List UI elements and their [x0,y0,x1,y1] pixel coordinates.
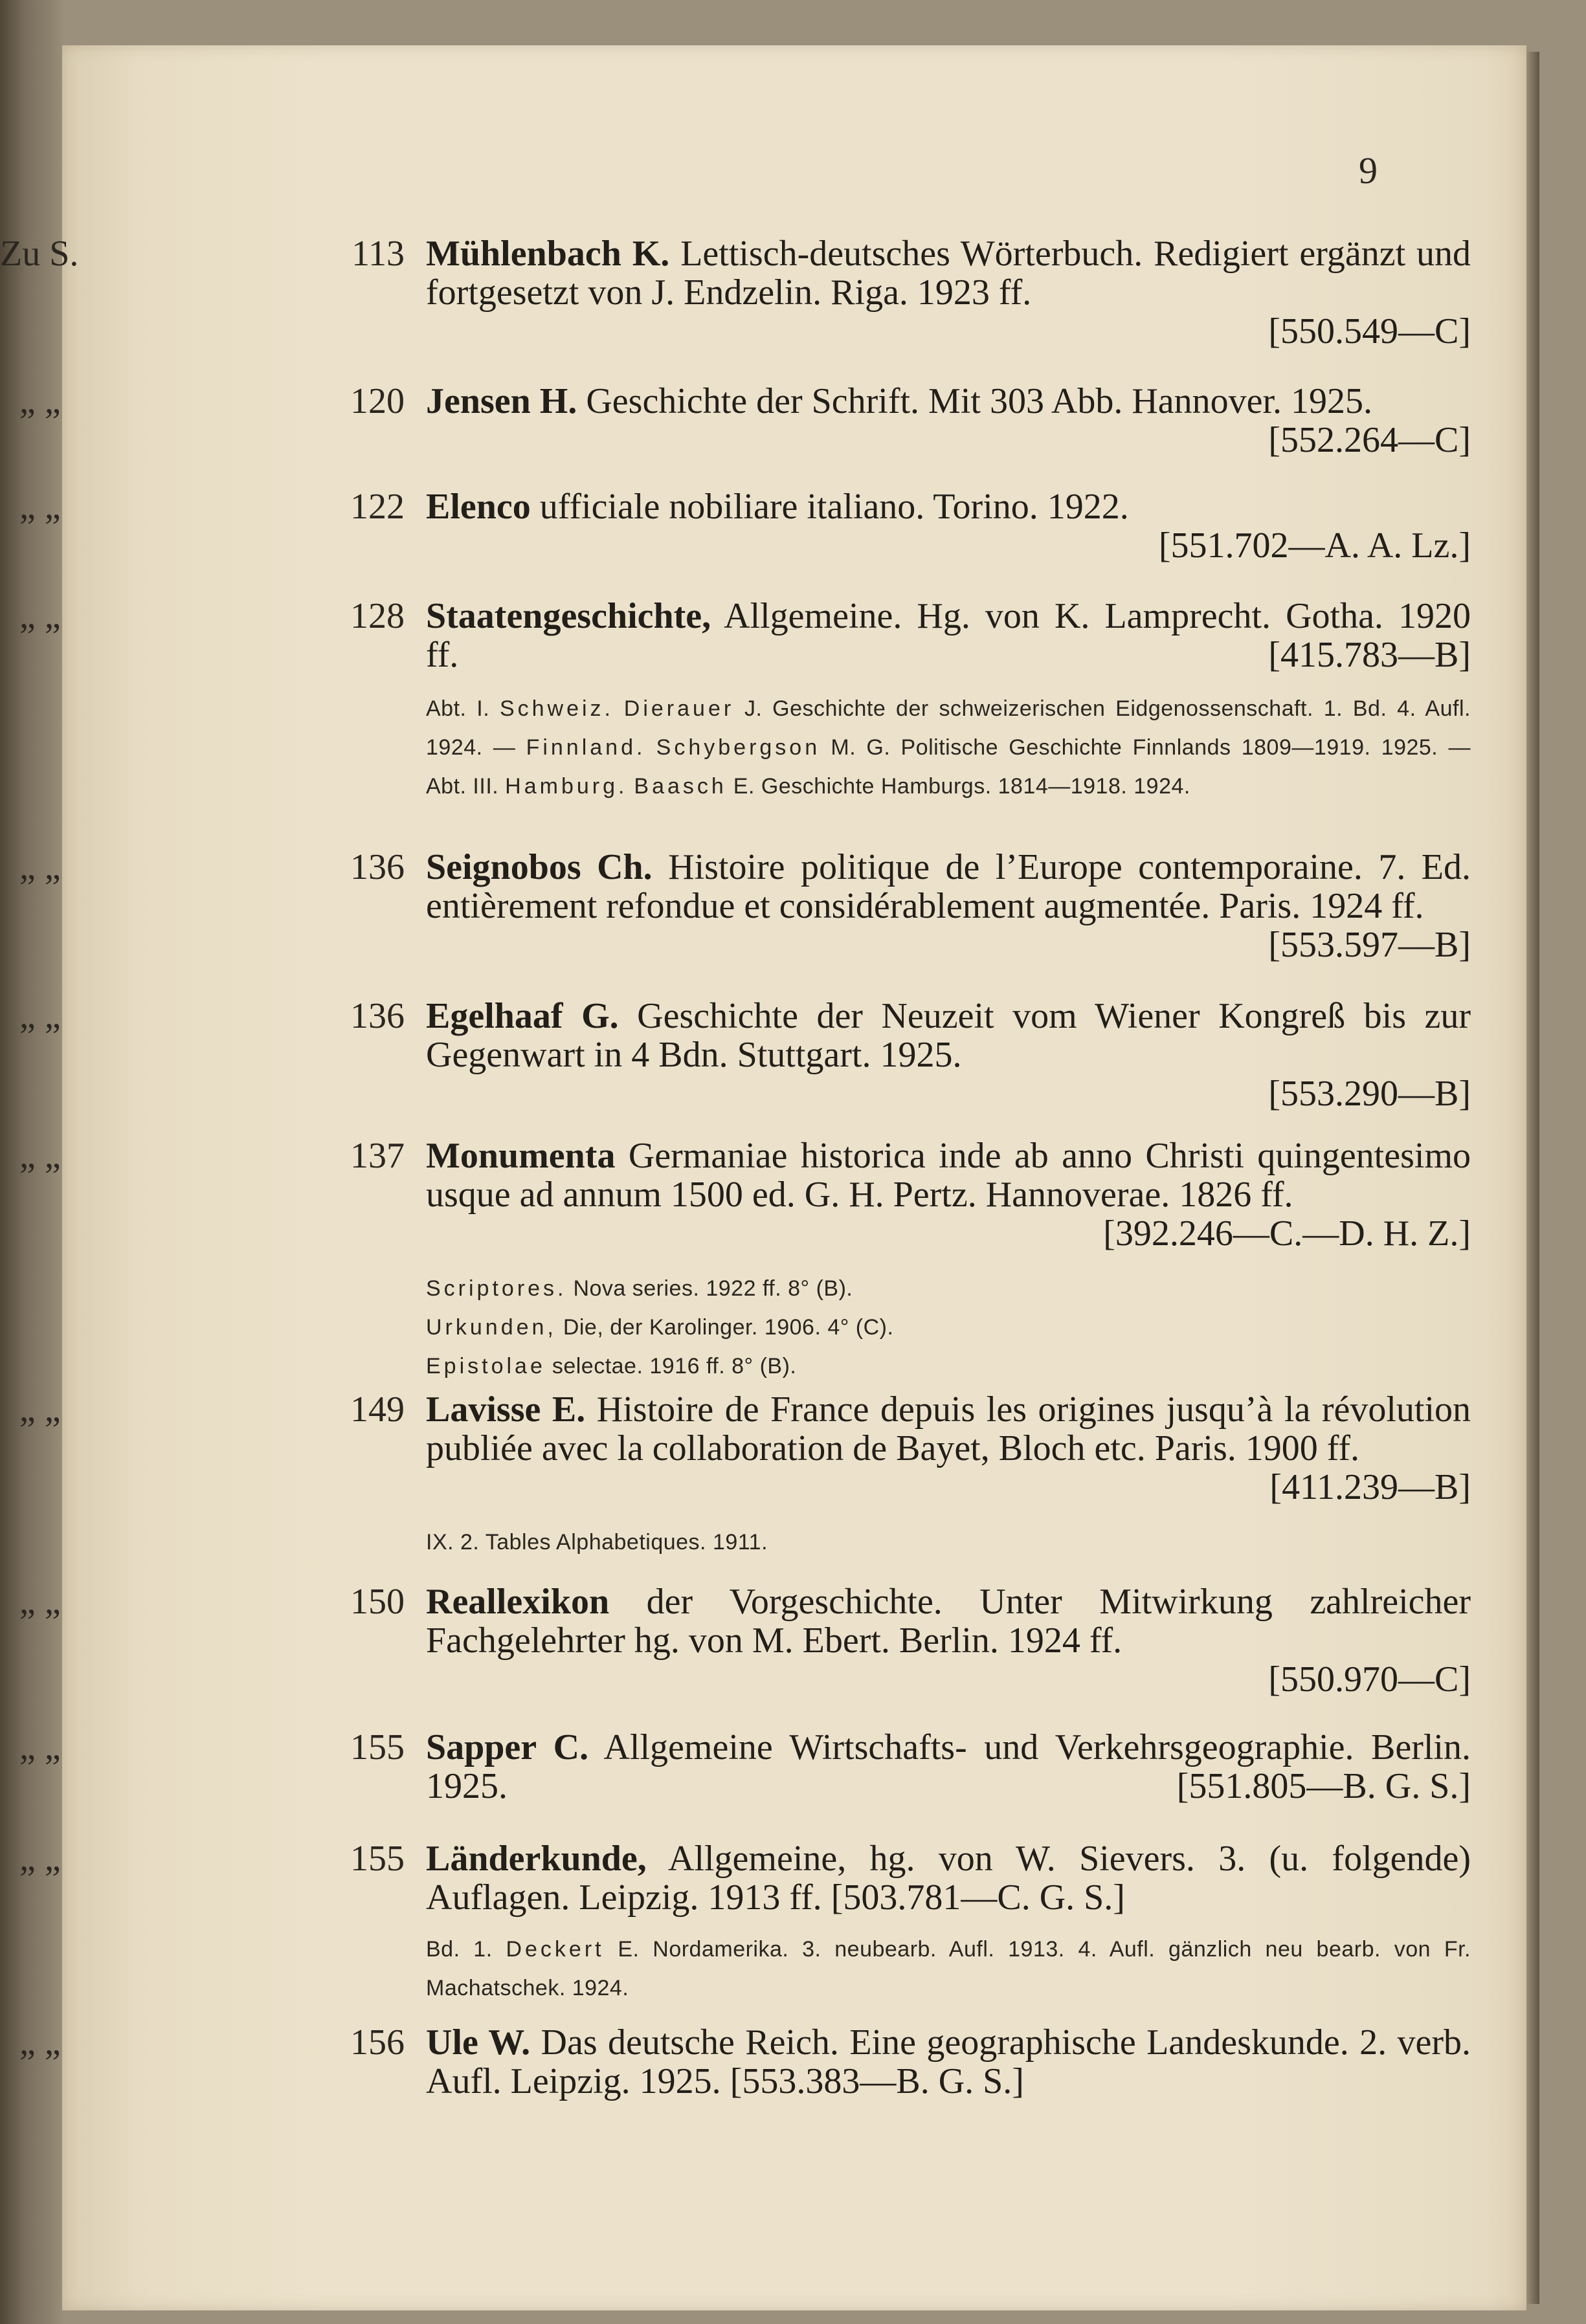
entry-author: Länderkunde, [426,1839,647,1879]
entry-text [426,2023,1471,2101]
entry-title: Allgemeine, hg. von W. Sievers. 3. (u. folgende) Auflagen. Leipzig. 1913 ff. [426,1839,1471,1918]
entry-page-ref: 136 [350,996,405,1036]
subnote-part: Abt. I. [426,696,490,721]
call-number: [551.805—B. G. S.] [1176,1766,1471,1806]
subnote-spaced: Dierauer [623,696,735,721]
entry-page-ref: 155 [350,1727,405,1767]
subnote-spaced: Hamburg. [505,774,628,799]
subnote-part: Bd. 1. [426,1937,493,1962]
entry-text [426,1582,1471,1699]
entry-ref-prefix: Zu S. [0,234,79,274]
subnote-part: E. Nordamerika. 3. neubearb. Aufl. 1913. 4. Aufl. gänzlich neu bearb. von Fr. Machatschek. 1924. [426,1937,1471,2000]
entry-title: der Vorgeschichte. Unter Mitwirkung zahlreicher Fachgelehrter hg. von M. Ebert. Berlin. 1924 ff. [426,1582,1471,1661]
entry-author: Monumenta [426,1136,616,1176]
entry-text [426,997,1471,1113]
entry-subnote [426,1523,1471,1562]
call-number: [552.264—C] [1268,420,1471,460]
entry-page-ref: 113 [352,234,405,274]
entry-author: Sapper C. [426,1727,589,1767]
page-edge [1526,52,1539,2304]
entry-text [426,1839,1471,1917]
entry-text [426,1728,1471,1806]
call-number: [553.597—B] [1268,925,1471,965]
entry-text [426,234,1471,351]
entry-subnote [426,1930,1471,2008]
subnote-line [426,1347,1471,1386]
entry-ref-prefix: „ „ [19,1839,61,1879]
entry-page-ref: 120 [350,381,405,421]
entry-page-ref: 156 [350,2022,405,2063]
entry-title: Das deutsche Reich. Eine geographische Landeskunde. 2. verb. Aufl. Leipzig. 1925. [426,2022,1471,2101]
subnote-part: J. Geschichte der schweizerischen Eidgenossenschaft. 1. Bd. 4. Aufl. 1924. — [426,696,1471,760]
entry-text [426,597,1471,674]
entry-page-ref: 137 [350,1136,405,1176]
call-number: [503.781—C. G. S.] [831,1877,1125,1918]
entry-author: Elenco [426,487,531,527]
entry-subnote [426,1269,1471,1386]
call-number: [551.702—A. A. Lz.] [1158,526,1471,566]
call-number: [415.783—B] [1268,635,1471,675]
subnote-line [426,1308,1471,1347]
call-number: [553.290—B] [1268,1074,1471,1114]
subnote-spaced: Deckert [506,1937,605,1962]
entry-author: Jensen H. [426,381,577,421]
entry-page-ref: 136 [350,847,405,887]
entry-author: Ule W. [426,2022,531,2063]
entry-title: Germaniae historica inde ab anno Christi quingentesimo usque ad annum 1500 ed. G. H. Pertz. Hannoverae. 1826 ff. [426,1136,1471,1215]
entry-title: Geschichte der Schrift. Mit 303 Abb. Hannover. 1925. [586,381,1373,421]
subnote-part: selectae. 1916 ff. 8° (B). [552,1354,797,1378]
entry-ref-prefix: „ „ [19,381,61,421]
subnote-spaced: Baasch [634,774,727,799]
subnote-line [426,1269,1471,1308]
subnote-spaced: Schweiz. [499,696,614,721]
subnote-spaced: Scriptores. [426,1276,567,1301]
entry-ref-prefix: „ „ [19,1389,61,1430]
call-number: [550.549—C] [1268,311,1471,351]
entry-author: Lavisse E. [426,1389,586,1430]
call-number: [392.246—C.—D. H. Z.] [1103,1213,1471,1254]
entry-author: Reallexikon [426,1582,610,1622]
entry-page-ref: 155 [350,1839,405,1879]
entry-page-ref: 150 [350,1582,405,1622]
entry-author: Seignobos Ch. [426,847,653,887]
entry-text [426,848,1471,964]
entry-title: Allgemeine. Hg. von K. Lamprecht. Gotha. 1920 ff. [426,596,1471,675]
subnote-part: M. G. Politische Geschichte Finnlands 1809—1919. 1925. — Abt. III. [426,735,1471,799]
subnote-spaced: Schybergson [656,735,821,760]
call-number: [550.970—C] [1268,1659,1471,1699]
entry-ref-prefix: „ „ [19,596,61,636]
entry-page-ref: 149 [350,1389,405,1430]
subnote-part: Die, der Karolinger. 1906. 4° (C). [563,1315,894,1340]
entry-ref-prefix: „ „ [19,1727,61,1767]
subnote-part: Nova series. 1922 ff. 8° (B). [573,1276,853,1301]
page-number: 9 [1359,149,1378,192]
entry-text [426,487,1471,565]
entry-page-ref: 128 [350,596,405,636]
entry-ref-prefix: „ „ [19,1136,61,1176]
call-number: [411.239—B] [1269,1467,1471,1507]
entry-title: Lettisch-deutsches Wörterbuch. Redigiert ergänzt und fortgesetzt von J. Endzelin. Riga. 1923 ff. [426,234,1471,313]
entry-title: Allgemeine Wirtschafts- und Verkehrsgeographie. Berlin. 1925. [426,1727,1471,1806]
entry-text [426,382,1471,459]
subnote-part: E. Geschichte Hamburgs. 1814—1918. 1924. [733,774,1190,799]
entry-title: Geschichte der Neuzeit vom Wiener Kongreß bis zur Gegenwart in 4 Bdn. Stuttgart. 1925. [426,996,1471,1075]
entry-ref-prefix: „ „ [19,487,61,527]
entry-title: ufficiale nobiliare italiano. Torino. 1922. [539,487,1129,527]
entry-page-ref: 122 [350,487,405,527]
entry-author: Egelhaaf G. [426,996,619,1036]
entry-author: Staatengeschichte, [426,596,711,636]
entry-subnote [426,689,1471,806]
subnote-spaced: Finnland. [526,735,646,760]
entry-ref-prefix: „ „ [19,847,61,887]
entry-ref-prefix: „ „ [19,1582,61,1622]
subnote-part: IX. 2. Tables Alphabetiques. 1911. [426,1530,768,1555]
entry-ref-prefix: „ „ [19,2022,61,2063]
call-number: [553.383—B. G. S.] [730,2061,1024,2101]
entry-text [426,1390,1471,1507]
entry-title: Histoire politique de l’Europe contemporaine. 7. Ed. entièrement refondue et considérablement augmentée. Paris. 1924 ff. [426,847,1471,926]
subnote-spaced: Urkunden, [426,1315,557,1340]
entry-author: Mühlenbach K. [426,234,670,274]
entry-text [426,1136,1471,1253]
entry-title: Histoire de France depuis les origines jusqu’à la révolution publiée avec la collaboration de Bayet, Bloch etc. Paris. 1900 ff. [426,1389,1471,1468]
entry-ref-prefix: „ „ [19,996,61,1036]
subnote-spaced: Epistolae [426,1354,546,1378]
